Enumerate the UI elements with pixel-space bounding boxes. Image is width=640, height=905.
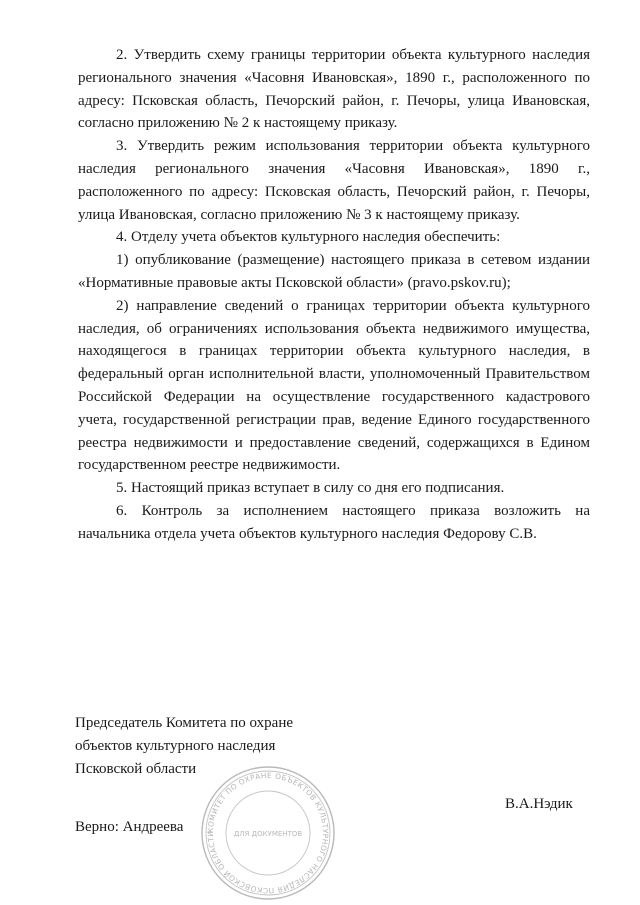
signer-title-line-3: Псковской области — [75, 760, 197, 777]
svg-text:КОМИТЕТ ПО ОХРАНЕ ОБЪЕКТОВ КУЛ: КОМИТЕТ ПО ОХРАНЕ ОБЪЕКТОВ КУЛЬТУРНОГО НАСЛЕДИЯ ПСКОВСКОЙ ОБЛАСТИ — [205, 770, 331, 896]
svg-text:ДЛЯ ДОКУМЕНТОВ: ДЛЯ ДОКУМЕНТОВ — [233, 830, 303, 838]
paragraph-item-4: 4. Отделу учета объектов культурного наследия обеспечить: — [116, 229, 501, 246]
paragraph-item-5: 5. Настоящий приказ вступает в силу со дня его подписания. — [116, 480, 505, 497]
paragraph-item-6: 6. Контроль за исполнением настоящего приказа возложить на начальника отдела учета объектов культурного наследия Федорову С.В. — [78, 502, 590, 542]
paragraph-subitem-1: 1) опубликование (размещение) настоящего приказа в сетевом издании «Нормативные правовые акты Псковской области» (pravo.pskov.ru); — [78, 252, 590, 291]
paragraph-item-3: 3. Утвердить режим использования территории объекта культурного наследия регионального значения «Часовня Ивановская», 1890 г., расположенного по адресу: Псковская область, Печорский район, г. Печоры, улица Ивановская, согласно приложению № 3 к настоящему приказу. — [78, 138, 590, 223]
official-seal-stamp — [198, 763, 338, 903]
signer-name: В.А.Нэдик — [505, 796, 573, 812]
paragraph-item-2: 2. Утвердить схему границы территории объекта культурного наследия регионального значения «Часовня Ивановская», 1890 г., расположенного по адресу: Псковская область, Печорский район, г. Печоры, улица Ивановская, согласно приложению № 2 к настоящему приказу. — [78, 47, 590, 132]
signer-title-line-1: Председатель Комитета по охране — [75, 715, 294, 731]
document-body — [78, 44, 590, 546]
signer-title-line-2: объектов культурного наследия — [75, 737, 276, 754]
paragraph-subitem-2: 2) направление сведений о границах территории объекта культурного наследия, об ограничениях использования объекта недвижимого имущества, находящегося в границах территории объекта культурного наследия, в федеральный орган исполнительной власти, уполномоченный Правительством Российской Федерации на осуществление государственного кадастрового учета, государственной регистрации прав, ведение Единого государственного реестра недвижимости и предоставление сведений, содержащихся в Едином государственном реестре недвижимости. — [78, 297, 590, 474]
certification-note: Верно: Андреева — [75, 819, 184, 835]
